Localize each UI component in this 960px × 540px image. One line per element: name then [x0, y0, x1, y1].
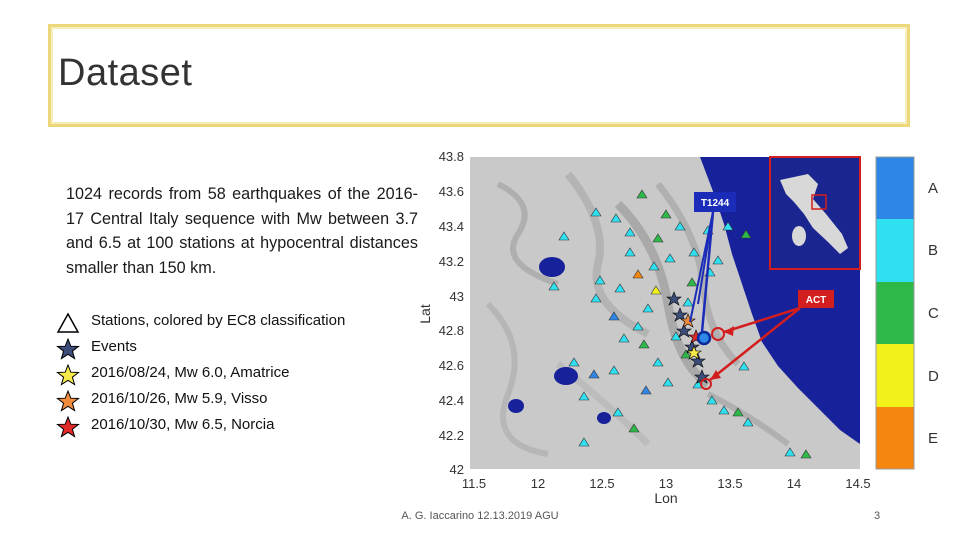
star-icon: [56, 390, 80, 412]
y-tick-label: 42.8: [438, 323, 464, 338]
x-tick-label: 12: [530, 476, 546, 491]
legend-label: 2016/10/26, Mw 5.9, Visso: [91, 390, 268, 407]
colorbar-label-c: C: [928, 305, 939, 322]
star-icon: [56, 364, 80, 386]
slide-footer: A. G. Iaccarino 12.13.2019 AGU: [401, 510, 559, 522]
star-icon: [56, 416, 80, 438]
lake: [597, 412, 611, 424]
lake: [539, 257, 565, 277]
page-number: 3: [874, 510, 881, 522]
colorbar-segment-c: [876, 282, 914, 344]
dataset-description: 1024 records from 58 earthquakes of the 2016-17 Central Italy sequence with Mw between 3.7 and 6.5 at 100 stations at hypocentral distances smaller than 150 km.: [66, 185, 418, 277]
x-tick-label: 14.5: [845, 476, 871, 491]
y-tick-label: 42.2: [438, 428, 464, 443]
legend-label: Stations, colored by EC8 classification: [91, 312, 346, 329]
x-axis: [462, 476, 871, 491]
colorbar-label-b: B: [928, 242, 939, 259]
legend-label: 2016/08/24, Mw 6.0, Amatrice: [91, 364, 290, 381]
ec8-colorbar: [876, 157, 939, 469]
slide-title: Dataset: [58, 52, 193, 94]
x-tick-label: 11.5: [461, 476, 487, 491]
lake: [554, 367, 578, 385]
y-tick-label: 42: [449, 462, 464, 477]
y-tick-label: 43: [449, 289, 464, 304]
colorbar-label-a: A: [928, 180, 939, 197]
colorbar-label-d: D: [928, 368, 939, 385]
y-axis: [439, 149, 464, 477]
t1244-label: T1244: [700, 198, 730, 209]
triangle-icon: [56, 312, 80, 334]
y-tick-label: 42.6: [438, 358, 464, 373]
station-map: [408, 144, 940, 514]
y-axis-label: Lat: [417, 304, 433, 324]
inset-map: [770, 157, 860, 269]
y-tick-label: 43.4: [438, 219, 464, 234]
act-label: ACT: [805, 295, 827, 306]
x-tick-label: 13.5: [717, 476, 743, 491]
colorbar-segment-b: [876, 219, 914, 282]
x-tick-label: 14: [786, 476, 802, 491]
x-tick-label: 13: [658, 476, 674, 491]
y-tick-label: 43.8: [438, 149, 464, 164]
legend-label: 2016/10/30, Mw 6.5, Norcia: [91, 416, 275, 433]
colorbar-segment-d: [876, 344, 914, 407]
y-tick-label: 42.4: [438, 393, 464, 408]
y-tick-label: 43.6: [438, 184, 464, 199]
x-axis-label: Lon: [654, 490, 678, 506]
legend-label: Events: [91, 338, 137, 355]
y-tick-label: 43.2: [438, 254, 464, 269]
colorbar-segment-a: [876, 157, 914, 219]
star-icon: [56, 338, 80, 360]
colorbar-label-e: E: [928, 430, 939, 447]
lake: [508, 399, 524, 413]
x-tick-label: 12.5: [589, 476, 615, 491]
station-t1244-marker: [698, 332, 710, 344]
colorbar-segment-e: [876, 407, 914, 469]
